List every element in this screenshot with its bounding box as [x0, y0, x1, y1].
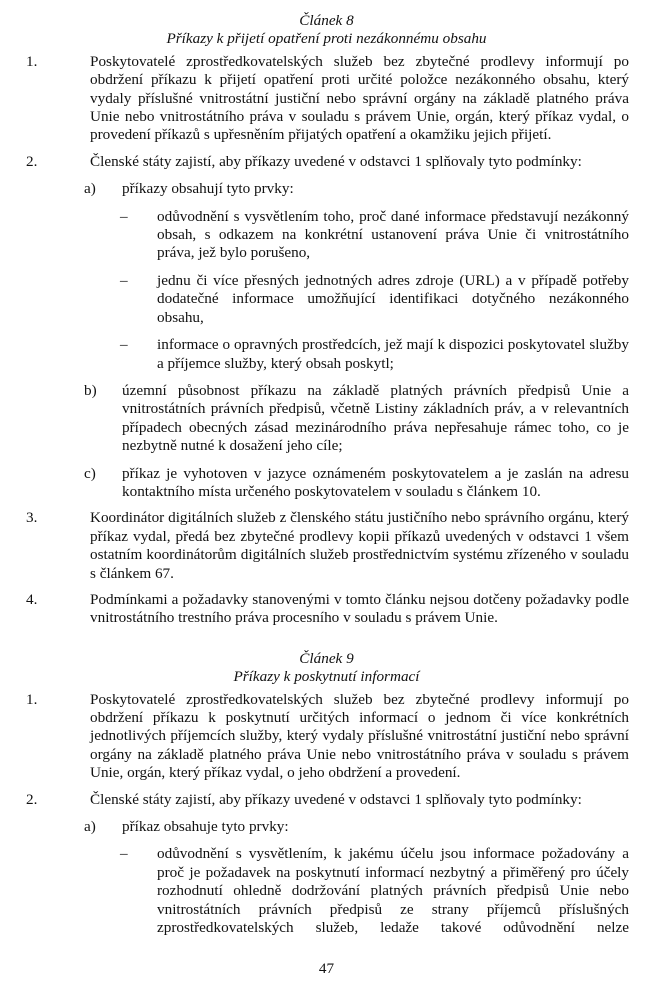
page-number: 47: [318, 960, 335, 977]
paragraph-number: 3.: [26, 509, 38, 527]
point-label: a): [84, 818, 96, 836]
dash-mark: –: [120, 845, 128, 863]
article-8-point-b: [84, 381, 629, 456]
dash-mark: –: [120, 336, 128, 354]
point-label: a): [84, 180, 96, 198]
article-8: [0, 12, 653, 628]
article-9: [0, 650, 653, 938]
article-9-paragraph-1: [26, 690, 629, 783]
article-8-paragraph-1: [26, 52, 629, 145]
point-text: příkaz obsahuje tyto prvky:: [122, 818, 289, 836]
paragraph-number: 1.: [26, 690, 38, 708]
paragraph-text: Členské státy zajistí, aby příkazy uvedené v odstavci 1 splňovaly tyto podmínky:: [90, 790, 582, 808]
point-label: b): [84, 381, 97, 399]
paragraph-number: 2.: [26, 152, 38, 170]
point-label: c): [84, 464, 96, 482]
paragraph-number: 2.: [26, 790, 38, 808]
paragraph-number: 4.: [26, 590, 38, 608]
dash-item-text: odůvodnění s vysvětlením, k jakému účelu jsou informace požadovány a proč je požadavek na poskytnutí informací nezbytný a přiměřený pro účely rozhodnutí ohledně dodržování platných právních předpisů Unie nebo vnitrostátních právních předpisů ze strany příjemců příslušných zprostředkovatelských služeb, ledaže takové odůvodnění nelze: [157, 845, 629, 937]
article-8-paragraph-2: [26, 152, 629, 171]
article-9-title: Příkazy k poskytnutí informací: [233, 668, 420, 686]
dash-item-text: informace o opravných prostředcích, jež mají k dispozici poskytovatel služby a příjemce služby, který obsah poskytl;: [157, 336, 629, 372]
point-text: územní působnost příkazu na základě platných právních předpisů Unie a vnitrostátních právních předpisů, včetně Listiny základních práv, a v relevantních případech obecných zásad mezinárodního práva nepřesahuje rámec toho, co je nezbytně nutné k dosažení jeho cíle;: [122, 381, 629, 455]
article-9-dash-item: [120, 845, 629, 937]
paragraph-text: Poskytovatelé zprostředkovatelských služeb bez zbytečné prodlevy informují po obdržení příkazu k poskytnutí určitých informací o jednom či více konkrétních jednotlivých příjemcích služby, který vydaly příslušné vnitrostátní justiční nebo správní orgány na základě platného práva Unie nebo vnitrostátního práva v souladu s právem Unie, orgán, který příkaz vydal, o jeho obdržení a provedení.: [90, 690, 629, 782]
article-8-dash-item: [120, 271, 629, 327]
article-8-dash-item: [120, 207, 629, 263]
article-8-point-a: [84, 180, 629, 198]
article-8-number: Článek 8: [299, 12, 354, 29]
paragraph-text: Koordinátor digitálních služeb z členského státu justičního nebo správního orgánu, který příkaz vydal, předá bez zbytečné prodlevy kopii příkazů uvedených v odstavci 1 všem ostatním koordinátorům digitálních služeb prostřednictvím systému zřízeného v souladu s článkem 67.: [90, 509, 629, 582]
article-9-point-a: [84, 818, 629, 836]
dash-item-text: jednu či více přesných jednotných adres zdroje (URL) a v případě potřeby dodatečné informace umožňující identifikaci dotyčného nezákonného obsahu,: [157, 271, 629, 326]
article-8-title: Příkazy k přijetí opatření proti nezákonnému obsahu: [166, 30, 487, 48]
article-8-point-c: [84, 464, 629, 502]
paragraph-number: 1.: [26, 52, 38, 70]
dash-item-text: odůvodnění s vysvětlením toho, proč dané informace představují nezákonný obsah, s odkazem na konkrétní ustanovení práva Unie či vnitrostátního práva, jež bylo porušeno,: [157, 207, 629, 262]
dash-mark: –: [120, 271, 128, 289]
point-text: příkaz je vyhotoven v jazyce oznámeném poskytovatelem a je zaslán na adresu kontaktního místa určeného poskytovatelem v souladu s článkem 10.: [122, 464, 629, 500]
article-9-paragraph-2: [26, 790, 629, 809]
article-8-paragraph-4: [26, 590, 629, 628]
article-8-paragraph-3: [26, 509, 629, 583]
dash-mark: –: [120, 207, 128, 225]
paragraph-text: Členské státy zajistí, aby příkazy uvedené v odstavci 1 splňovaly tyto podmínky:: [90, 152, 582, 170]
article-9-number: Článek 9: [299, 649, 354, 667]
paragraph-text: Poskytovatelé zprostředkovatelských služeb bez zbytečné prodlevy informují po obdržení příkazu k přijetí opatření proti určité položce nezákonného obsahu, který vydaly příslušné vnitrostátní justiční nebo správní orgány na základě platného práva Unie nebo vnitrostátního práva v souladu s právem Unie, orgán, který příkaz vydal, o provedení příkazů s upřesněním přijatých opatření a okamžiku jejich přijetí.: [90, 52, 629, 144]
point-text: příkazy obsahují tyto prvky:: [122, 180, 294, 198]
paragraph-text: Podmínkami a požadavky stanovenými v tomto článku nejsou dotčeny požadavky podle vnitrostátního trestního práva procesního v souladu s právem Unie.: [90, 590, 629, 627]
article-8-dash-item: [120, 336, 629, 373]
